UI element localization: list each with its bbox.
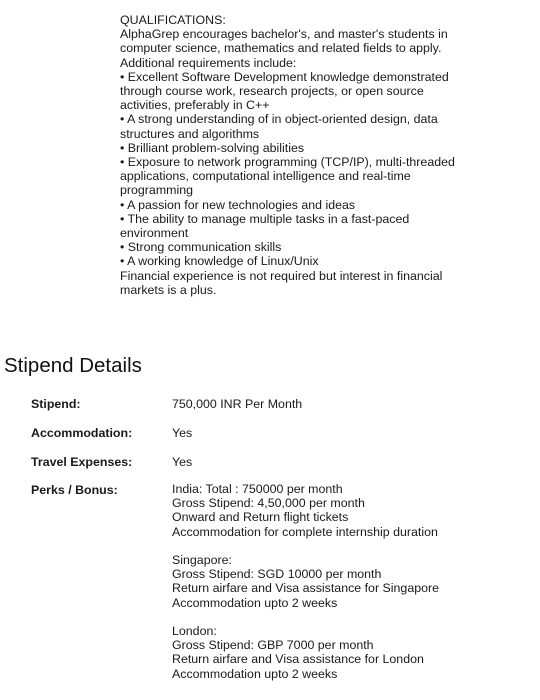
qualifications-line: markets is a plus.: [120, 282, 217, 297]
perk-line: Accommodation upto 2 weeks: [172, 666, 338, 681]
travel-expenses-label: Travel Expenses:: [31, 455, 133, 469]
perk-line: Return airfare and Visa assistance for London: [172, 652, 424, 667]
perk-line: Accommodation upto 2 weeks: [172, 595, 338, 610]
qualifications-line: • A strong understanding of in object-oriented design, data: [120, 112, 438, 127]
accommodation-value: Yes: [172, 426, 193, 440]
stipend-details-heading: Stipend Details: [4, 354, 142, 377]
qualifications-line: computer science, mathematics and related fields to apply.: [120, 41, 442, 56]
qualifications-line: applications, computational intelligence and real-time: [120, 169, 411, 184]
stipend-value: 750,000 INR Per Month: [172, 397, 303, 411]
perk-line: Gross Stipend: GBP 7000 per month: [172, 638, 374, 653]
perk-line: India: Total : 750000 per month: [172, 482, 343, 496]
perk-line: Return airfare and Visa assistance for Singapore: [172, 581, 440, 596]
qualifications-line: programming: [120, 183, 193, 198]
perk-group-india: [172, 482, 532, 539]
qualifications-line: • Exposure to network programming (TCP/IP), multi-threaded: [120, 155, 455, 170]
qualifications-line: environment: [120, 226, 189, 241]
perk-line: Singapore:: [172, 553, 232, 567]
stipend-label: Stipend:: [31, 397, 81, 411]
qualifications-heading: QUALIFICATIONS:: [120, 13, 226, 27]
qualifications-line: • The ability to manage multiple tasks in a fast-paced: [120, 211, 410, 226]
perk-line: Accommodation for complete internship duration: [172, 524, 438, 539]
qualifications-line: Financial experience is not required but interest in financial: [120, 268, 443, 283]
perks-list: [172, 482, 532, 695]
qualifications-line: • Strong communication skills: [120, 240, 282, 255]
perk-line: Gross Stipend: 4,50,000 per month: [172, 496, 365, 511]
qualifications-section: [120, 13, 530, 297]
qualifications-line: activities, preferably in C++: [120, 98, 270, 113]
qualifications-line: Additional requirements include:: [120, 55, 297, 70]
perk-line: London:: [172, 624, 217, 638]
qualifications-line: structures and algorithms: [120, 126, 260, 141]
accommodation-label: Accommodation:: [31, 426, 133, 440]
qualifications-line: • A passion for new technologies and ideas: [120, 197, 356, 212]
qualifications-line: through course work, research projects, or open source: [120, 84, 424, 99]
perk-line: Gross Stipend: SGD 10000 per month: [172, 567, 382, 582]
perks-label: Perks / Bonus:: [31, 483, 118, 497]
travel-expenses-value: Yes: [172, 455, 193, 469]
perk-line: Onward and Return flight tickets: [172, 510, 349, 525]
qualifications-line: • Excellent Software Development knowledge demonstrated: [120, 69, 449, 84]
qualifications-line: • A working knowledge of Linux/Unix: [120, 254, 319, 269]
perk-group-singapore: [172, 553, 532, 610]
qualifications-line: • Brilliant problem-solving abilities: [120, 140, 305, 155]
perk-group-london: [172, 624, 532, 681]
qualifications-line: AlphaGrep encourages bachelor's, and master's students in: [120, 27, 448, 42]
